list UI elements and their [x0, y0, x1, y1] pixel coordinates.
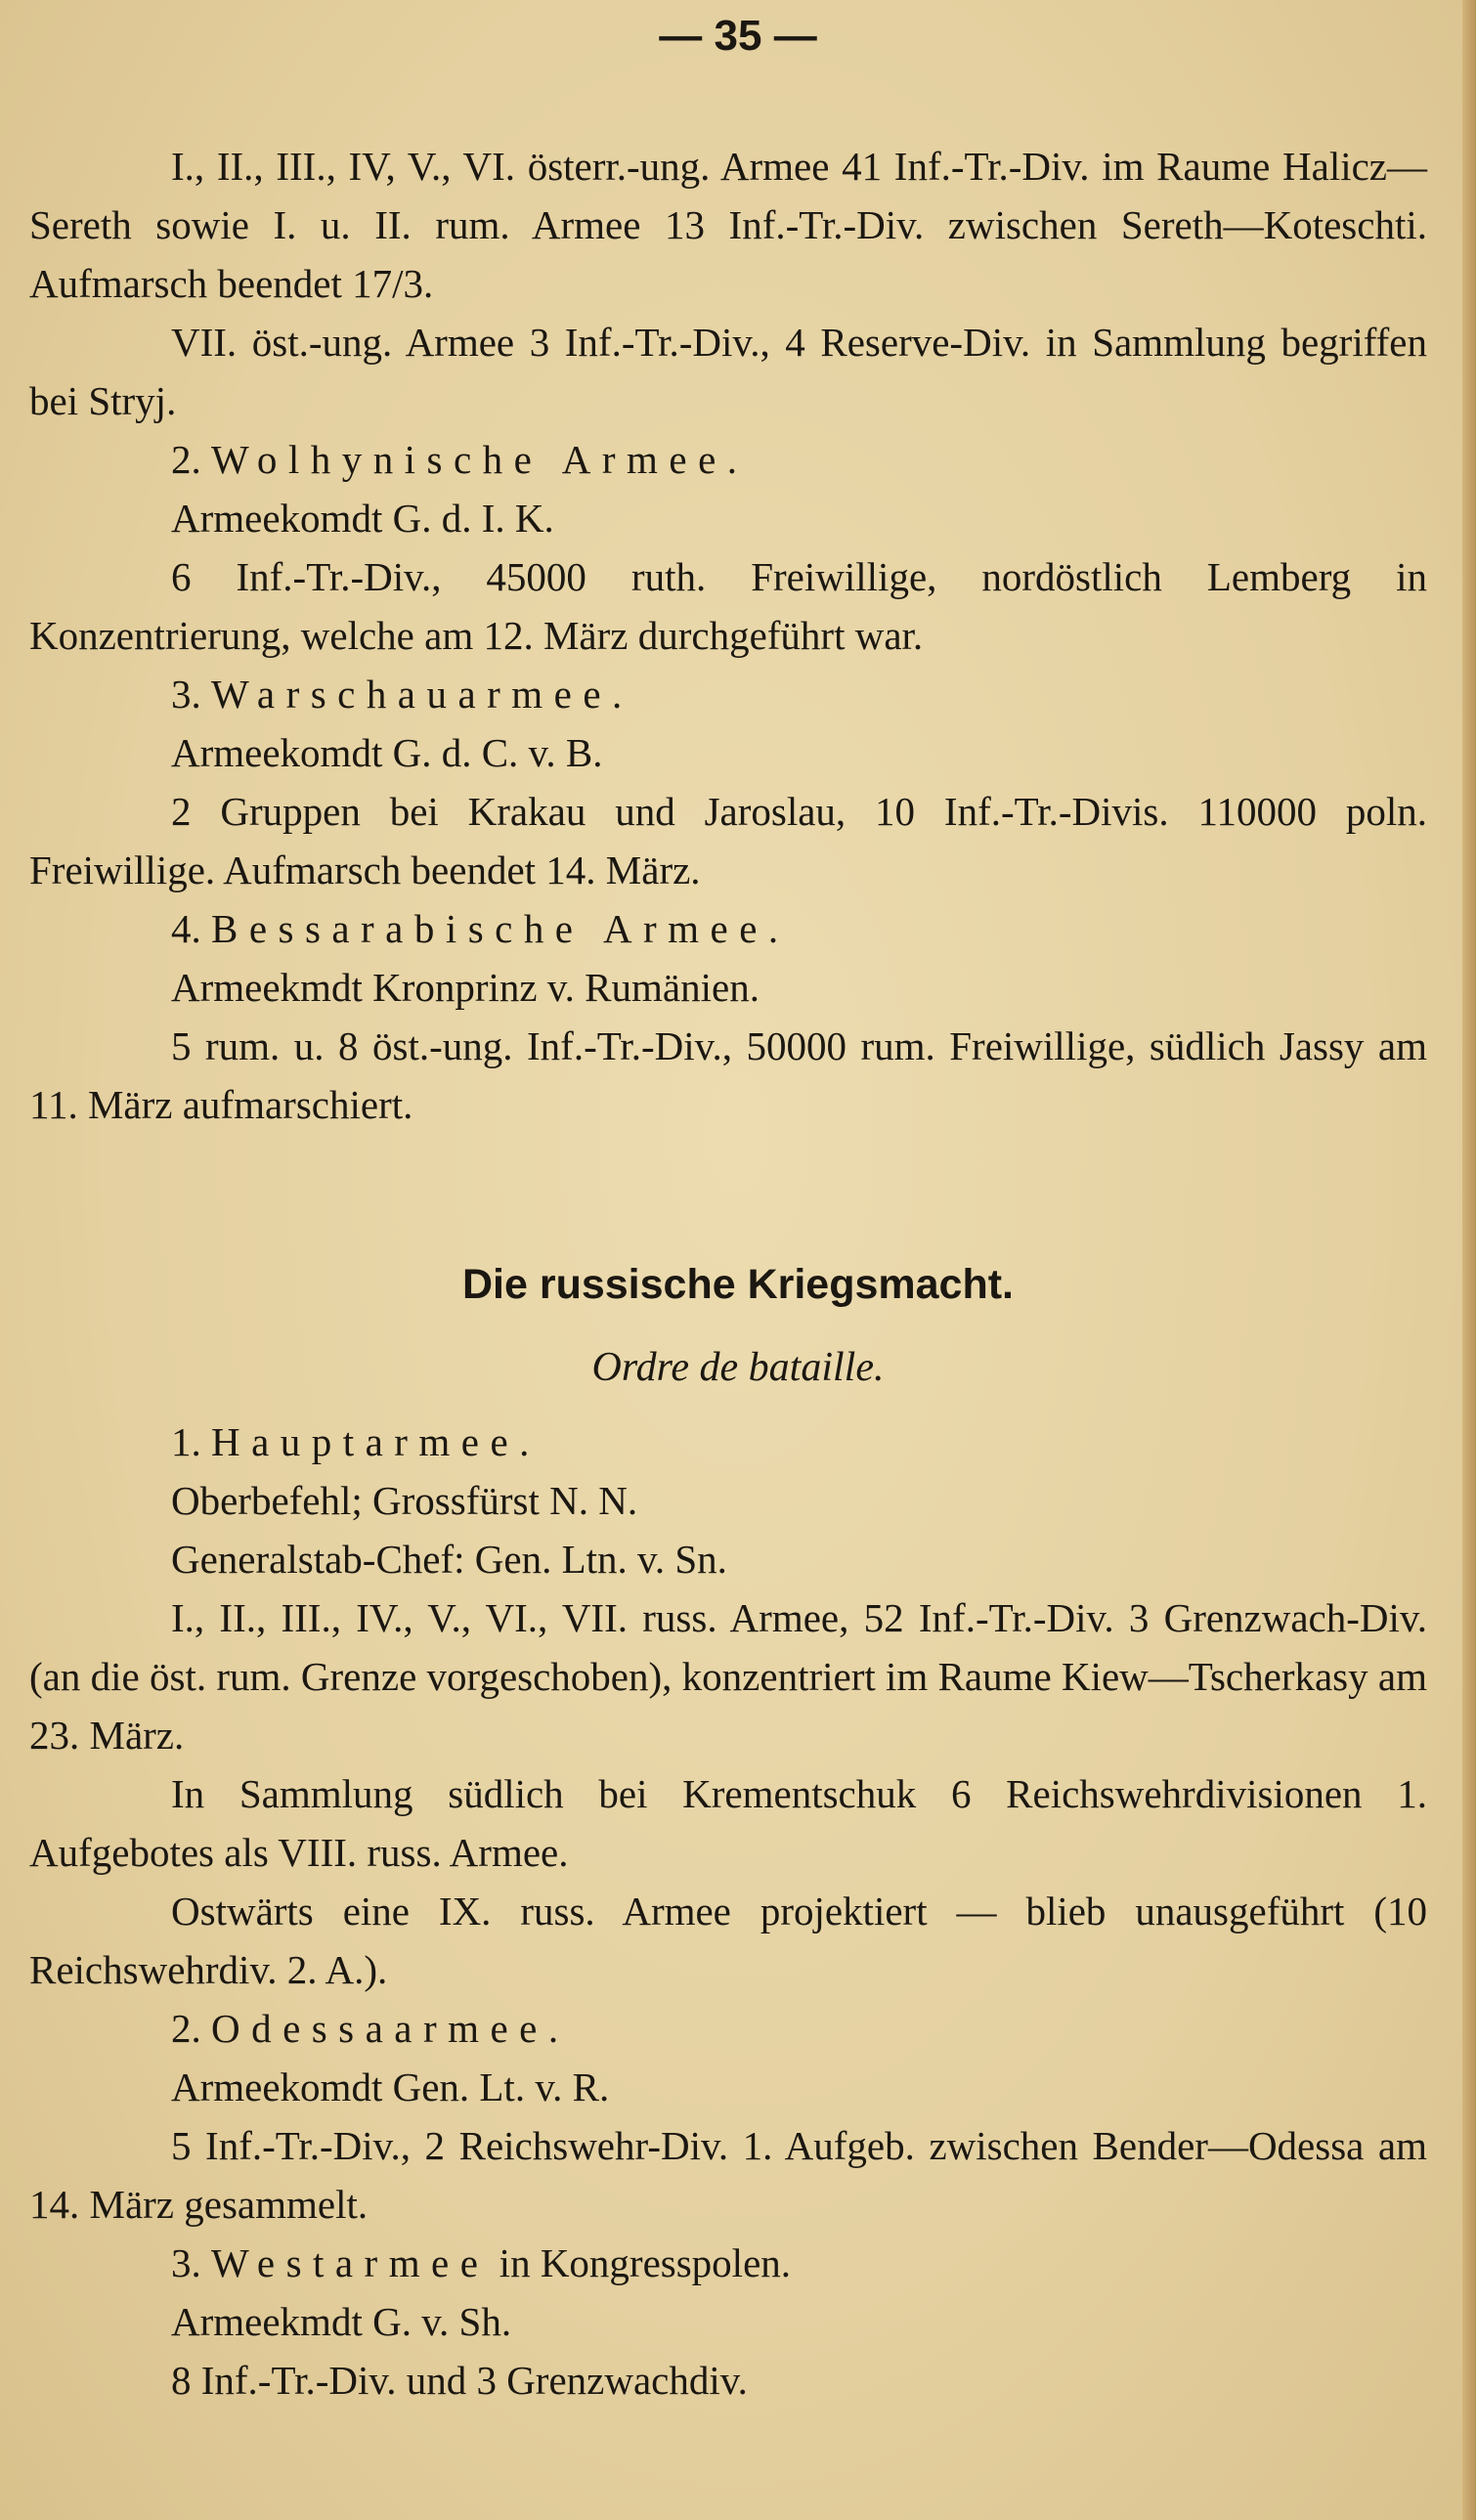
heading-number: 2.	[171, 2006, 201, 2051]
austrian-forces-section	[29, 137, 1427, 1134]
heading-number: 2.	[171, 437, 201, 482]
heading-westarmee	[29, 2234, 1427, 2292]
heading-wolhynische-armee	[29, 430, 1427, 489]
section-subtitle: Ordre de bataille.	[591, 1345, 885, 1390]
commander-line: Armeekomdt Gen. Lt. v. R.	[171, 2064, 610, 2109]
army-description: 8 Inf.-Tr.-Div. und 3 Grenzwachdiv.	[171, 2358, 748, 2403]
commander-line: Oberbefehl; Grossfürst N. N.	[171, 1478, 638, 1523]
heading-number: 3.	[171, 672, 201, 717]
page-edge	[1462, 0, 1476, 2520]
heading-name: Bessarabische Armee.	[211, 906, 790, 951]
heading-number: 4.	[171, 906, 201, 951]
heading-name: Wolhynische Armee.	[211, 437, 749, 482]
heading-name: Odessaarmee.	[211, 2006, 570, 2051]
heading-warschauarmee	[29, 665, 1427, 723]
paragraph-eighth-army: In Sammlung südlich bei Krementschuk 6 Reichswehrdivisionen 1. Aufgebotes als VIII. russ. Armee.	[29, 1771, 1427, 1875]
section-title-russian: Die russische Kriegsmacht.	[461, 1261, 1015, 1308]
commander-line: Armeekmdt G. v. Sh.	[171, 2299, 512, 2344]
paragraph-seventh-army: VII. öst.-ung. Armee 3 Inf.-Tr.-Div., 4 Reserve-Div. in Sammlung begriffen bei Stryj.	[29, 320, 1427, 423]
paragraph-main-army: I., II., III., IV., V., VI., VII. russ. Armee, 52 Inf.-Tr.-Div. 3 Grenzwach-Div. (an die öst. rum. Grenze vorgeschoben), konzentriert im Raume Kiew—Tscherkasy am 23. März.	[29, 1595, 1427, 1758]
heading-number: 1.	[171, 1419, 201, 1464]
paragraph-ninth-army: Ostwärts eine IX. russ. Armee projektiert — blieb unausgeführt (10 Reichswehrdiv. 2. A.).	[29, 1889, 1427, 1992]
heading-name: Warschauarmee.	[211, 672, 633, 717]
commander-line: Armeekmdt Kronprinz v. Rumänien.	[171, 965, 760, 1010]
army-description: 6 Inf.-Tr.-Div., 45000 ruth. Freiwillige, nordöstlich Lemberg in Konzentrierung, welche am 12. März durchgeführt war.	[29, 554, 1427, 658]
heading-name: Westarmee	[211, 2240, 490, 2285]
heading-odessaarmee	[29, 1999, 1427, 2058]
chief-of-staff-line: Generalstab-Chef: Gen. Ltn. v. Sn.	[171, 1537, 727, 1582]
commander-line: Armeekomdt G. d. C. v. B.	[171, 730, 603, 775]
army-description: 5 rum. u. 8 öst.-ung. Inf.-Tr.-Div., 50000 rum. Freiwillige, südlich Jassy am 11. März aufmarschiert.	[29, 1023, 1427, 1127]
heading-bessarabische-armee	[29, 899, 1427, 958]
heading-suffix: in Kongresspolen.	[499, 2240, 792, 2285]
army-description: 5 Inf.-Tr.-Div., 2 Reichswehr-Div. 1. Aufgeb. zwischen Bender—Odessa am 14. März gesammelt.	[29, 2123, 1427, 2227]
heading-number: 3.	[171, 2240, 201, 2285]
russian-forces-section	[29, 1412, 1427, 2410]
commander-line: Armeekomdt G. d. I. K.	[171, 496, 554, 541]
army-description: 2 Gruppen bei Krakau und Jaroslau, 10 Inf.-Tr.-Divis. 110000 poln. Freiwillige. Aufmarsch beendet 14. März.	[29, 789, 1427, 892]
page-number: — 35 —	[659, 12, 817, 60]
paragraph-austrian-armies: I., II., III., IV, V., VI. österr.-ung. Armee 41 Inf.-Tr.-Div. im Raume Halicz—Sereth sowie I. u. II. rum. Armee 13 Inf.-Tr.-Div. zwischen Sereth—Koteschti. Aufmarsch beendet 17/3.	[29, 144, 1427, 306]
heading-name: Hauptarmee.	[211, 1419, 541, 1464]
heading-hauptarmee	[29, 1412, 1427, 1471]
